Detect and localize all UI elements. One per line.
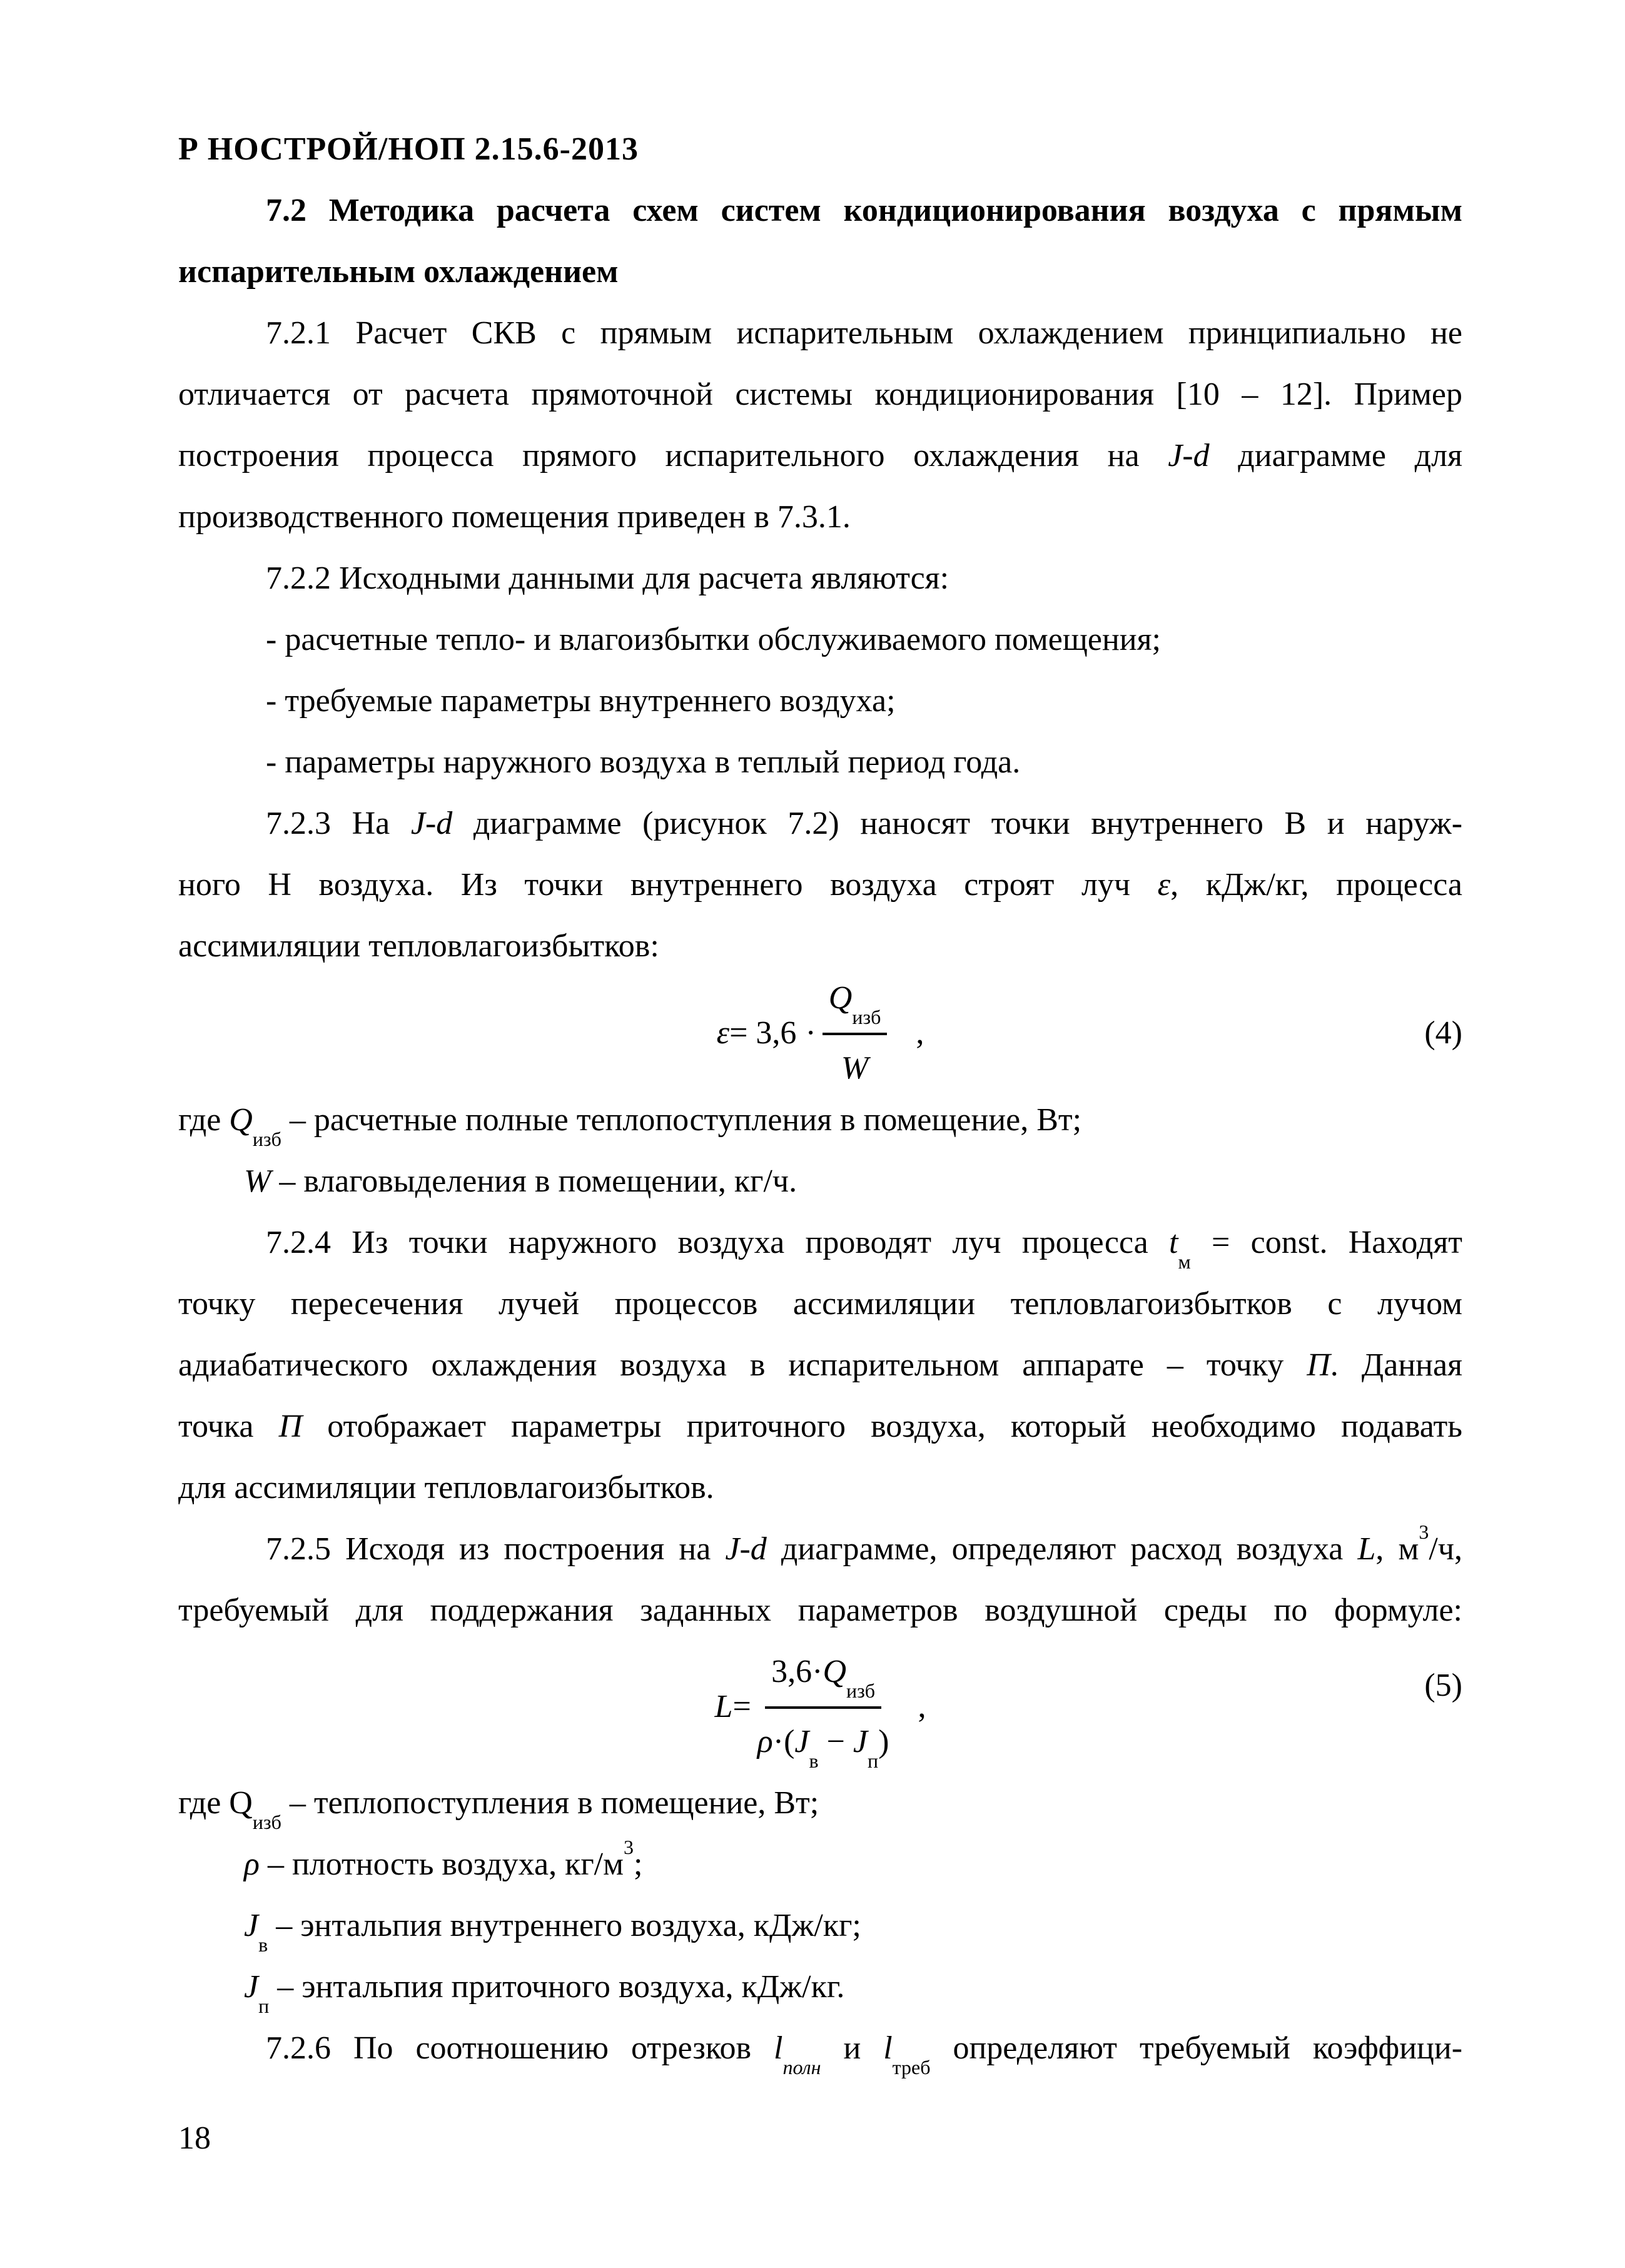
- text-run: и: [821, 2030, 884, 2066]
- where-clause-5-line-1: [178, 1773, 1462, 1834]
- fraction: [823, 968, 888, 1099]
- text-run: 7.2.4 Из точки наружного воздуха проводят луч процесса: [266, 1225, 1170, 1260]
- formula-4-number: (4): [1424, 1015, 1462, 1051]
- paragraph-7-2-4-line-1: [178, 1212, 1462, 1273]
- text-run: , м: [1375, 1531, 1419, 1567]
- var-l-flow: L: [1357, 1531, 1376, 1567]
- var-w: W: [244, 1163, 271, 1199]
- subscript-v: в: [809, 1749, 819, 1772]
- var-l-segment: l: [883, 2030, 893, 2066]
- text-run: диаграмме (рисунок 7.2) наносят точки внутреннего В и наруж-: [452, 806, 1463, 841]
- paragraph-7-2-3-line-3: ассимиляции тепловлагоизбытков:: [178, 928, 659, 964]
- paragraph-7-2-4-line-2: точку пересечения лучей процессов ассимиляции тепловлагоизбытков с лучом: [178, 1286, 1462, 1322]
- var-l-segment: l: [774, 2030, 783, 2066]
- var-j-supply: J: [853, 1724, 868, 1759]
- fraction-denominator: [757, 1709, 889, 1773]
- subscript-izb: изб: [852, 1005, 881, 1028]
- formula-5-expression: [715, 1641, 926, 1773]
- var-q: Q: [828, 980, 853, 1016]
- var-point-p: П: [278, 1409, 303, 1444]
- paragraph-7-2-2-intro: 7.2.2 Исходными данными для расчета являются:: [266, 560, 949, 596]
- var-q: Q: [823, 1654, 847, 1689]
- paragraph-7-2-1-line-3: [178, 425, 1462, 487]
- var-t: t: [1169, 1225, 1178, 1260]
- text-run: 7.2.6 По соотношению отрезков: [266, 2030, 774, 2066]
- text-run: построения процесса прямого испарительного охлаждения на: [178, 438, 1168, 473]
- fraction-numerator: [765, 1641, 881, 1709]
- subscript-p: п: [868, 1749, 879, 1772]
- text-run: определяют требуемый коэффици-: [930, 2030, 1463, 2066]
- open-paren: (: [784, 1724, 795, 1759]
- multiplication-dot: ·: [805, 1015, 816, 1051]
- fraction-denominator var-w: W: [841, 1050, 869, 1086]
- where-clause-5-line-3: [178, 1895, 1462, 1957]
- formula-5: [178, 1641, 1462, 1773]
- formula-5-number: (5): [1424, 1668, 1462, 1704]
- paragraph-7-2-4-line-5: для ассимиляции тепловлагоизбытков.: [178, 1470, 714, 1506]
- close-paren: ): [878, 1724, 889, 1759]
- subscript-poln: полн: [782, 2055, 821, 2078]
- var-q: Q: [229, 1102, 253, 1138]
- formula-comma: ,: [916, 1015, 924, 1051]
- subscript-m: м: [1178, 1250, 1191, 1273]
- text-run: – энтальпия приточного воздуха, кДж/кг.: [269, 1969, 845, 2005]
- subscript-treb: треб: [892, 2055, 931, 2078]
- fraction-numerator: [823, 968, 888, 1035]
- text-run: . Данная: [1330, 1347, 1462, 1383]
- superscript-3: 3: [1419, 1521, 1429, 1544]
- text-run: диаграмме, определяют расход воздуха: [766, 1531, 1358, 1567]
- minus-sign: −: [818, 1724, 853, 1759]
- text-run: где: [178, 1102, 230, 1138]
- var-j-indoor: J: [794, 1724, 809, 1759]
- var-epsilon: ε: [1157, 867, 1171, 903]
- coefficient: 3,6: [771, 1654, 812, 1689]
- text-run: адиабатического охлаждения воздуха в испарительном аппарате – точку: [178, 1347, 1307, 1383]
- var-rho: ρ: [244, 1846, 260, 1882]
- text-run: 7.2.5 Исходя из построения на: [266, 1531, 726, 1567]
- list-item-indoor-params: - требуемые параметры внутреннего воздуха;: [266, 683, 896, 719]
- text-run: , кДж/кг, процесса: [1170, 867, 1462, 903]
- fraction: [757, 1641, 889, 1773]
- text-run: – плотность воздуха, кг/м: [259, 1846, 624, 1882]
- equals-sign: =: [732, 1689, 751, 1724]
- list-item-outdoor-params: - параметры наружного воздуха в теплый период года.: [266, 744, 1021, 780]
- section-title-line-1: 7.2 Методика расчета схем систем кондиционирования воздуха с прямым: [266, 193, 1462, 228]
- text-run: где Q: [178, 1785, 253, 1821]
- text-run: точка: [178, 1409, 279, 1444]
- subscript-p: п: [258, 1994, 270, 2017]
- paragraph-7-2-6-line-1: [178, 2018, 1462, 2079]
- subscript-izb: изб: [252, 1127, 281, 1150]
- paragraph-7-2-1-line-1: 7.2.1 Расчет СКВ с прямым испарительным охлаждением принципиально не: [266, 315, 1462, 351]
- paragraph-7-2-3-line-2: [178, 854, 1462, 916]
- text-run: – энтальпия внутреннего воздуха, кДж/кг;: [268, 1908, 861, 1943]
- paragraph-7-2-1-line-2: отличается от расчета прямоточной системы кондиционирования [10 – 12]. Пример: [178, 377, 1462, 412]
- var-point-p: П: [1307, 1347, 1330, 1383]
- text-run: – влаговыделения в помещении, кг/ч.: [271, 1163, 797, 1199]
- formula-comma: ,: [918, 1689, 926, 1724]
- section-title-line-2: испарительным охлаждением: [178, 254, 619, 290]
- multiplication-dot: ·: [812, 1654, 823, 1689]
- var-jd-diagram: J-d: [410, 806, 453, 841]
- var-rho: ρ: [757, 1724, 773, 1759]
- var-epsilon: ε: [716, 1015, 730, 1051]
- text-run: ного Н воздуха. Из точки внутреннего воздуха строят луч: [178, 867, 1158, 903]
- subscript-izb: изб: [252, 1810, 281, 1833]
- paragraph-7-2-1-line-4: производственного помещения приведен в 7.3.1.: [178, 499, 851, 535]
- subscript-izb: изб: [846, 1679, 876, 1702]
- subscript-v: в: [258, 1933, 268, 1956]
- paragraph-7-2-5-line-1: [178, 1519, 1462, 1580]
- superscript-3: 3: [624, 1836, 634, 1859]
- var-l-flow: L: [714, 1689, 733, 1724]
- list-item-heat-moisture: - расчетные тепло- и влагоизбытки обслуживаемого помещения;: [266, 622, 1161, 657]
- var-jd-diagram: J-d: [1168, 438, 1210, 473]
- formula-4-expression: [717, 968, 924, 1099]
- where-clause-5-line-4: [178, 1957, 1462, 2018]
- where-clause-5-line-2: [178, 1834, 1462, 1895]
- formula-4: [178, 977, 1462, 1090]
- page-number: 18: [178, 2120, 211, 2156]
- text-run: диаграмме для: [1209, 438, 1462, 473]
- text-run: отображает параметры приточного воздуха, который необходимо подавать: [302, 1409, 1462, 1444]
- text-run: – расчетные полные теплопоступления в помещение, Вт;: [281, 1102, 1082, 1138]
- multiplication-dot: ·: [772, 1724, 784, 1759]
- var-j-supply: J: [244, 1969, 259, 2005]
- var-j-indoor: J: [244, 1908, 259, 1943]
- text-run: – теплопоступления в помещение, Вт;: [281, 1785, 819, 1821]
- var-jd-diagram: J-d: [725, 1531, 767, 1567]
- text-run: 7.2.3 На: [266, 806, 411, 841]
- where-clause-4-line-2: [178, 1151, 1462, 1212]
- paragraph-7-2-4-line-3: [178, 1335, 1462, 1396]
- paragraph-7-2-5-line-2: требуемый для поддержания заданных параметров воздушной среды по формуле:: [178, 1592, 1462, 1628]
- text-run: = const. Находят: [1190, 1225, 1462, 1260]
- text-run: ;: [634, 1846, 643, 1882]
- text-run: /ч,: [1429, 1531, 1462, 1567]
- paragraph-7-2-3-line-1: [178, 793, 1462, 854]
- equals-coefficient: = 3,6: [729, 1015, 797, 1051]
- doc-code: Р НОСТРОЙ/НОП 2.15.6-2013: [178, 131, 639, 167]
- paragraph-7-2-4-line-4: [178, 1396, 1462, 1457]
